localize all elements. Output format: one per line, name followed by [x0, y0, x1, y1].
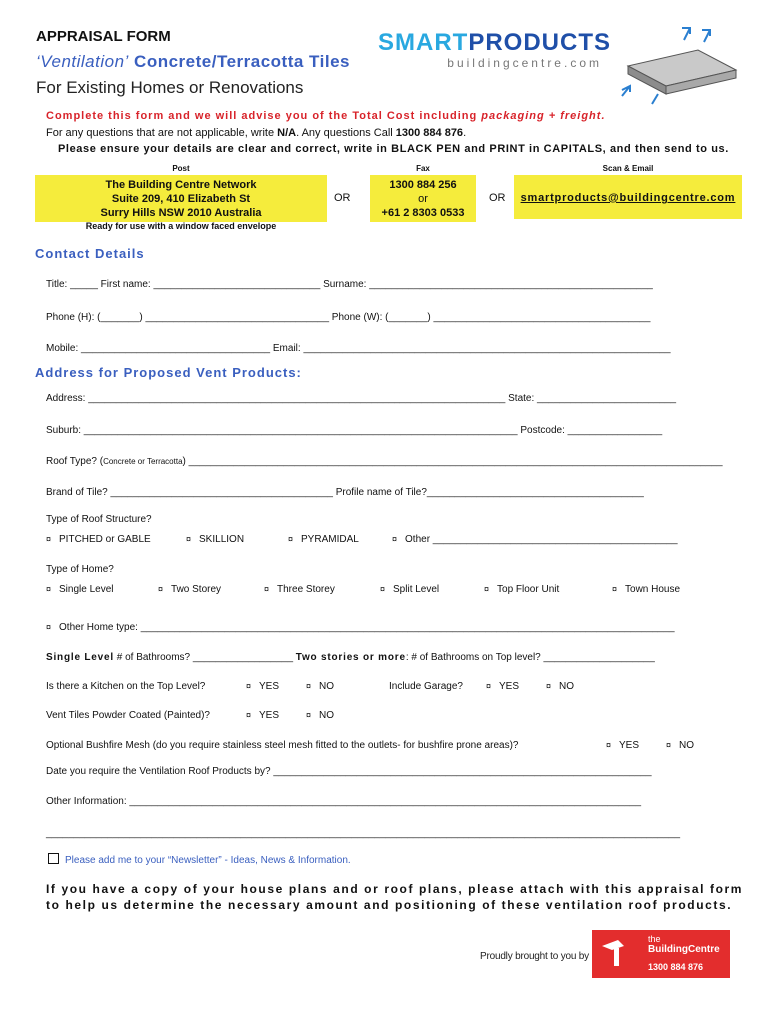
bushfire-no[interactable] [666, 740, 694, 751]
single-level-label: Single Level [46, 652, 114, 663]
vent-tile-illustration-icon [618, 20, 746, 108]
brand-the: the [648, 934, 661, 944]
intro-line-2-pre: For any questions that are not applicable, write [46, 127, 278, 139]
fax-box [370, 175, 476, 222]
intro-na: N/A [277, 127, 297, 139]
post-line-1: The Building Centre Network [105, 179, 257, 191]
powder-yes[interactable] [246, 710, 279, 721]
closing-note: If you have a copy of your house plans and or roof plans, please attach with this appraisal form to help us determine the necessary amount and positioning of these ventilation roof products. [46, 882, 744, 912]
garage-yes[interactable] [486, 681, 519, 692]
option-label: Two Storey [171, 584, 222, 595]
roof-type-small: Concrete or Terracotta [103, 457, 183, 466]
post-heading: Post [172, 164, 190, 173]
date-required-field[interactable]: Date you require the Ventilation Roof Products by? ____________________________________________________________________ [46, 766, 652, 777]
intro-line-2 [46, 127, 746, 139]
checkbox-icon: ¤ [484, 584, 490, 594]
checkbox-icon: ¤ [380, 584, 386, 594]
building-centre-logo [592, 930, 730, 978]
checkbox-icon: ¤ [46, 534, 52, 544]
bathrooms-field[interactable] [46, 652, 736, 663]
post-line-2: Suite 209, 410 Elizabeth St [111, 193, 251, 205]
option-other[interactable] [392, 534, 678, 545]
brand-phone: 1300 884 876 [648, 962, 704, 972]
no-label: NO [319, 681, 335, 692]
option-pyramidal[interactable] [288, 534, 359, 545]
powder-no[interactable] [306, 710, 334, 721]
email-heading: Scan & Email [602, 164, 654, 173]
logo-word-a: SMART [378, 29, 469, 56]
yes-label: YES [619, 740, 640, 751]
proudly-brought-text: Proudly brought to you by [480, 951, 589, 962]
roof-type-pre: Roof Type? ( [46, 456, 104, 467]
checkbox-icon: ¤ [546, 681, 552, 691]
address-field[interactable]: Address: ___________________________________________________________________________ State: _________________________ [46, 393, 677, 404]
powder-question: Vent Tiles Powder Coated (Painted)? [46, 710, 210, 721]
other-information-field[interactable]: Other Information: ____________________________________________________________________________________________ [46, 796, 642, 807]
garage-question: Include Garage? [389, 681, 463, 692]
ventilation-word: ‘Ventilation’ [36, 52, 129, 71]
other-information-line-2[interactable]: __________________________________________________________________________________________________________________ [46, 828, 681, 839]
newsletter-label: Please add me to your “Newsletter” - Ideas, News & Information. [65, 855, 351, 866]
intro-phone: 1300 884 876 [395, 127, 464, 139]
option-label: Town House [625, 584, 681, 595]
checkbox-icon: ¤ [612, 584, 618, 594]
option-three-storey[interactable] [264, 584, 335, 595]
logo-word-b: PRODUCTS [468, 29, 611, 56]
roof-structure-label: Type of Roof Structure? [46, 514, 152, 525]
newsletter-option[interactable] [48, 853, 351, 866]
form-subtitle [36, 52, 350, 72]
checkbox-icon: ¤ [392, 534, 398, 544]
option-label: Three Storey [277, 584, 335, 595]
envelope-note: Ready for use with a window faced envelope [85, 221, 277, 231]
checkbox-icon: ¤ [246, 710, 252, 720]
option-label: PYRAMIDAL [301, 534, 359, 545]
checkbox-icon: ¤ [46, 622, 52, 632]
single-level-rest: # of Bathrooms? __________________ [113, 652, 296, 663]
fax-line-2: or [418, 193, 428, 205]
option-town-house[interactable] [612, 584, 680, 595]
option-label: SKILLION [199, 534, 245, 545]
form-title: APPRAISAL FORM [36, 28, 171, 45]
intro-line-3: Please ensure your details are clear and correct, write in BLACK PEN and PRINT in CAPITALS, and then send to us. [58, 143, 729, 155]
no-label: NO [319, 710, 335, 721]
brand-name: BuildingCentre [648, 944, 720, 955]
option-label: PITCHED or GABLE [59, 534, 151, 545]
bushfire-question: Optional Bushfire Mesh (do you require stainless steel mesh fitted to the outlets- for bushfire prone areas)? [46, 740, 519, 751]
other-home-label: Other Home type: ________________________________________________________________________________________________ [59, 622, 675, 633]
phone-field[interactable]: Phone (H): (_______) _________________________________ Phone (W): (_______) _______________________________________ [46, 312, 651, 323]
intro-line-2-mid: . Any questions Call [296, 127, 396, 139]
checkbox-icon: ¤ [264, 584, 270, 594]
no-label: NO [559, 681, 575, 692]
checkbox-icon: ¤ [288, 534, 294, 544]
checkbox-icon: ¤ [246, 681, 252, 691]
option-label: Split Level [393, 584, 440, 595]
option-label: Top Floor Unit [497, 584, 560, 595]
two-stories-label: Two stories or more [295, 652, 406, 663]
fax-heading: Fax [416, 164, 430, 173]
post-address-box [35, 175, 327, 222]
intro-line-1-italic: packaging + freight. [481, 110, 606, 122]
email-box [514, 175, 742, 219]
logo-sub: buildingcentre.com [447, 56, 602, 70]
post-line-3: Surry Hills NSW 2010 Australia [100, 207, 262, 219]
checkbox-icon: ¤ [46, 584, 52, 594]
option-top-floor-unit[interactable] [484, 584, 559, 595]
roof-type-field[interactable] [46, 456, 736, 467]
no-label: NO [679, 740, 695, 751]
mobile-email-field[interactable]: Mobile: __________________________________ Email: __________________________________________________________________ [46, 343, 671, 354]
checkbox-icon: ¤ [186, 534, 192, 544]
fax-line-1: 1300 884 256 [389, 179, 457, 191]
or-separator-1: OR [334, 192, 351, 204]
contact-details-heading: Contact Details [35, 246, 145, 261]
hammer-icon [598, 936, 634, 968]
newsletter-checkbox[interactable] [48, 853, 59, 864]
checkbox-icon: ¤ [306, 710, 312, 720]
title-name-field[interactable]: Title: _____ First name: ______________________________ Surname: ___________________________________________________ [46, 279, 653, 290]
address-heading: Address for Proposed Vent Products: [35, 365, 302, 380]
yes-label: YES [499, 681, 520, 692]
checkbox-icon: ¤ [666, 740, 672, 750]
tile-brand-field[interactable]: Brand of Tile? ________________________________________ Profile name of Tile?_______________________________________ [46, 487, 644, 498]
intro-line-1: Complete this form and we will advise you of the Total Cost including [46, 110, 482, 122]
home-type-label: Type of Home? [46, 564, 114, 575]
intro-line-2-end: . [463, 127, 467, 139]
checkbox-icon: ¤ [158, 584, 164, 594]
option-two-storey[interactable] [158, 584, 221, 595]
bushfire-yes[interactable] [606, 740, 639, 751]
option-label: Single Level [59, 584, 114, 595]
or-separator-2: OR [489, 192, 506, 204]
kitchen-no[interactable] [306, 681, 334, 692]
other-home-type-field[interactable] [46, 622, 736, 633]
option-pitched[interactable] [46, 534, 151, 545]
subtitle-rest: Concrete/Terracotta Tiles [134, 52, 350, 71]
option-split-level[interactable] [380, 584, 439, 595]
fax-line-3: +61 2 8303 0533 [381, 207, 465, 219]
option-label: Other ____________________________________________ [405, 534, 678, 545]
kitchen-yes[interactable] [246, 681, 279, 692]
option-single-level[interactable] [46, 584, 114, 595]
checkbox-icon: ¤ [486, 681, 492, 691]
two-stories-rest: : # of Bathrooms on Top level? ____________________ [405, 652, 655, 663]
smartproducts-logo [378, 29, 611, 74]
suburb-field[interactable]: Suburb: ______________________________________________________________________________ Postcode: _________________ [46, 425, 663, 436]
email-link[interactable]: smartproducts@buildingcentre.com [520, 192, 736, 204]
garage-no[interactable] [546, 681, 574, 692]
yes-label: YES [259, 710, 280, 721]
checkbox-icon: ¤ [606, 740, 612, 750]
option-skillion[interactable] [186, 534, 244, 545]
form-subtitle-2: For Existing Homes or Renovations [36, 78, 304, 97]
kitchen-question: Is there a Kitchen on the Top Level? [46, 681, 206, 692]
roof-type-post: ) ________________________________________________________________________________________________ [182, 456, 723, 467]
checkbox-icon: ¤ [306, 681, 312, 691]
yes-label: YES [259, 681, 280, 692]
